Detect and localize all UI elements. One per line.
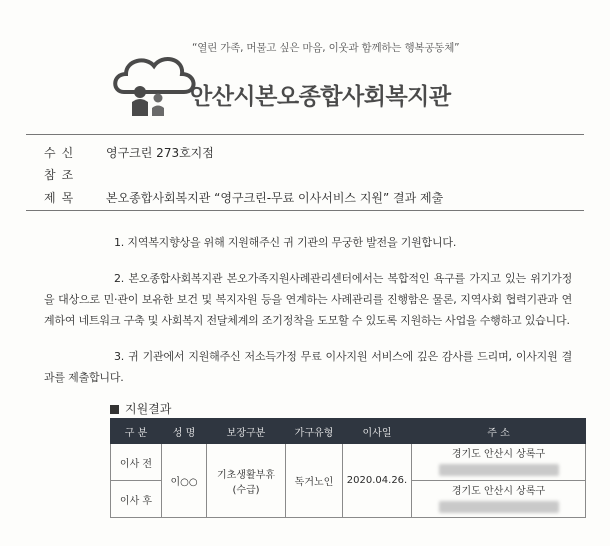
row-type-cell: 이사 후 <box>111 481 162 518</box>
paragraph-2: 2. 본오종합사회복지관 본오가족지원사례관리센터에서는 복합적인 욕구를 가지고 있는 위기가정을 대상으로 민·관이 보유한 보건 및 복지자원 등을 연계하는 사례관리를 진행함은 물론, 지역사회 협력기관과 연계하여 네트워크 구축 및 사회복지 전달체계의 조기정착을 도모할 수 있도록 지원하는 사업을 수행하고 있습니다. <box>44 272 572 327</box>
subject-divider <box>26 210 584 211</box>
coverage-line-2: (수급) <box>232 484 260 496</box>
paragraph-3: 3. 귀 기관에서 지원해주신 저소득가정 무료 이사지원 서비스에 깊은 감사를 드리며, 이사지원 결과를 제출합니다. <box>44 350 572 384</box>
address-cell <box>412 444 586 481</box>
recipient-field <box>44 144 214 161</box>
subject-label: 제목 <box>44 191 80 205</box>
column-header: 가구유형 <box>286 419 343 444</box>
address-text: 경기도 안산시 상록구 <box>451 449 546 460</box>
section-title-text: 지원결과 <box>125 402 172 416</box>
welfare-center-logo-icon <box>110 52 202 118</box>
coverage-line-1: 기초생활부휴 <box>217 469 275 481</box>
redacted-address <box>439 464 559 476</box>
subject-value: 본오종합사회복지관 “영구크린-무료 이사서비스 지원” 결과 제출 <box>106 191 444 205</box>
recipient-value: 영구크린 273호지점 <box>106 146 214 160</box>
support-result-table <box>110 418 586 518</box>
column-header: 이사일 <box>343 419 412 444</box>
section-title <box>110 400 171 417</box>
row-type-cell: 이사 전 <box>111 444 162 481</box>
redacted-address <box>439 501 559 513</box>
household-cell: 독거노인 <box>286 444 343 518</box>
reference-label: 참조 <box>44 168 80 182</box>
reference-field <box>44 166 106 183</box>
slogan: “열린 가족, 머물고 싶은 마음, 이웃과 함께하는 행복공동체” <box>192 42 460 54</box>
address-cell <box>412 481 586 518</box>
address-text: 경기도 안산시 상록구 <box>451 486 546 497</box>
column-header: 보장구분 <box>207 419 286 444</box>
paragraph-1: 1. 지역복지향상을 위해 지원해주신 귀 기관의 무궁한 발전을 기원합니다. <box>114 236 457 249</box>
organization-name: 안산시본오종합사회복지관 <box>190 84 451 110</box>
column-header: 구 분 <box>111 419 162 444</box>
table-row <box>111 444 586 481</box>
recipient-label: 수신 <box>44 146 80 160</box>
square-bullet-icon <box>110 405 119 414</box>
header-divider <box>26 134 584 135</box>
table-header-row <box>111 419 586 444</box>
name-cell: 이○○ <box>162 444 207 518</box>
column-header: 성 명 <box>162 419 207 444</box>
move-date-cell: 2020.04.26. <box>343 444 412 518</box>
column-header: 주 소 <box>412 419 586 444</box>
subject-field <box>44 189 443 206</box>
coverage-cell <box>207 444 286 518</box>
